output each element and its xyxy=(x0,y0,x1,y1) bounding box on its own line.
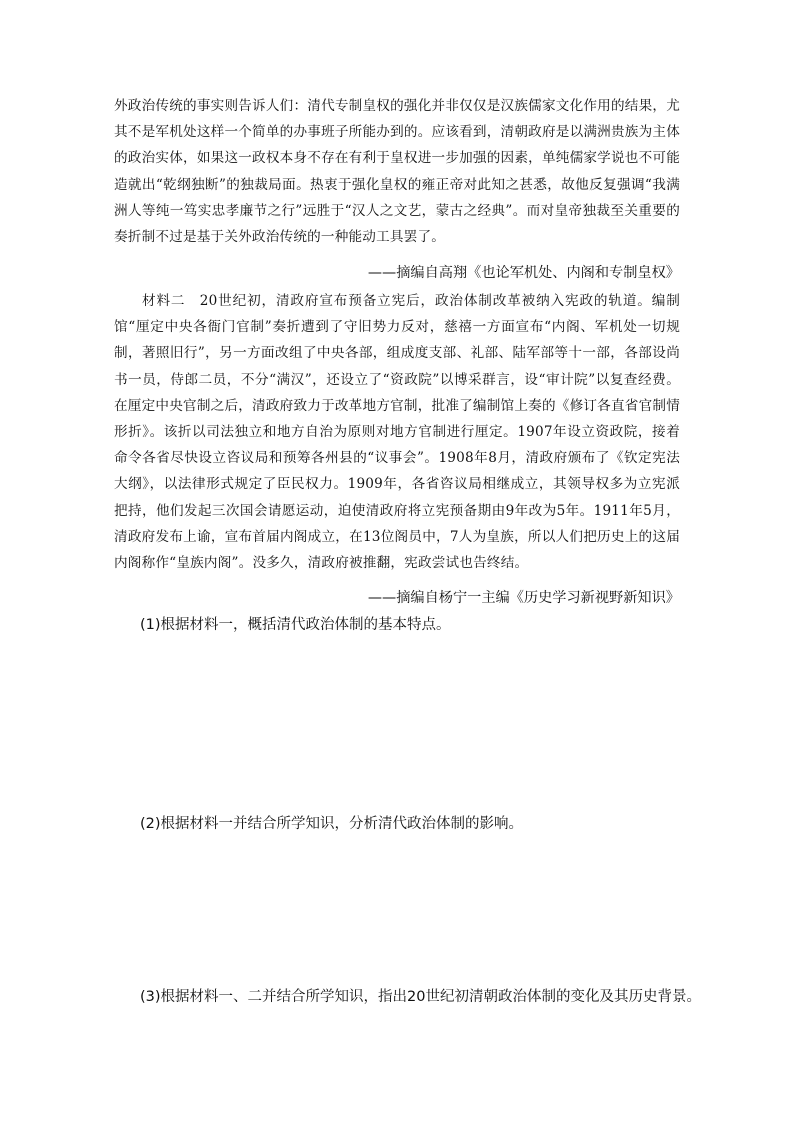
question-3: (3)根据材料一、二并结合所学知识，指出20世纪初清朝政治体制的变化及其历史背景。 xyxy=(140,989,701,1005)
material-one-section xyxy=(114,93,680,250)
question-2: (2)根据材料一并结合所学知识，分析清代政治体制的影响。 xyxy=(140,816,524,832)
material-one-text: 外政治传统的事实则告诉人们：清代专制皇权的强化并非仅仅是汉族儒家文化作用的结果，尤其不是军机处这样一个简单的办事班子所能办到的。应该看到，清朝政府是以满洲贵族为主体的政治实体，如果这一政权本身不存在有利于皇权进一步加强的因素，单纯儒家学说也不可能造就出“乾纲独断”的独裁局面。热衷于强化皇权的雍正帝对此知之甚悉，故他反复强调“我满洲人等纯一笃实忠孝廉节之行”远胜于“汉人之文艺，蒙古之经典”。而对皇帝独裁至关重要的奏折制不过是基于关外政治传统的一种能动工具罢了。 xyxy=(114,98,680,246)
question-1: (1)根据材料一，概括清代政治体制的基本特点。 xyxy=(140,617,451,633)
material-two-source: ——摘编自杨宁一主编《历史学习新视野新知识》 xyxy=(367,590,680,606)
material-two-section xyxy=(114,288,680,576)
material-one-source: ——摘编自高翔《也论军机处、内阁和专制皇权》 xyxy=(367,265,680,281)
material-two-text: 材料二 20世纪初，清政府宣布预备立宪后，政治体制改革被纳入宪政的轨道。编制馆“厘定中央各衙门官制”奏折遭到了守旧势力反对，慈禧一方面宣布“内阁、军机处一切规制，著照旧行”，另一方面改组了中央各部，组成度支部、礼部、陆军部等十一部，各部设尚书一员，侍郎二员，不分“满汉”，还设立了“资政院”以博采群言，设“审计院”以复查经费。在厘定中央官制之后，清政府致力于改革地方官制，批准了编制馆上奏的《修订各直省官制情形折》。该折以司法独立和地方自治为原则对地方官制进行厘定。1907年设立资政院，接着命令各省尽快设立咨议局和预筹各州县的“议事会”。1908年8月，清政府颁布了《钦定宪法大纲》，以法律形式规定了臣民权力。1909年，各省咨议局相继成立，其领导权多为立宪派把持，他们发起三次国会请愿运动，迫使清政府将立宪预备期由9年改为5年。1911年5月，清政府发布上谕，宣布首届内阁成立，在13位阁员中，7人为皇族，所以人们把历史上的这届内阁称作“皇族内阁”。没多久，清政府被推翻，宪政尝试也告终结。 xyxy=(114,293,680,572)
